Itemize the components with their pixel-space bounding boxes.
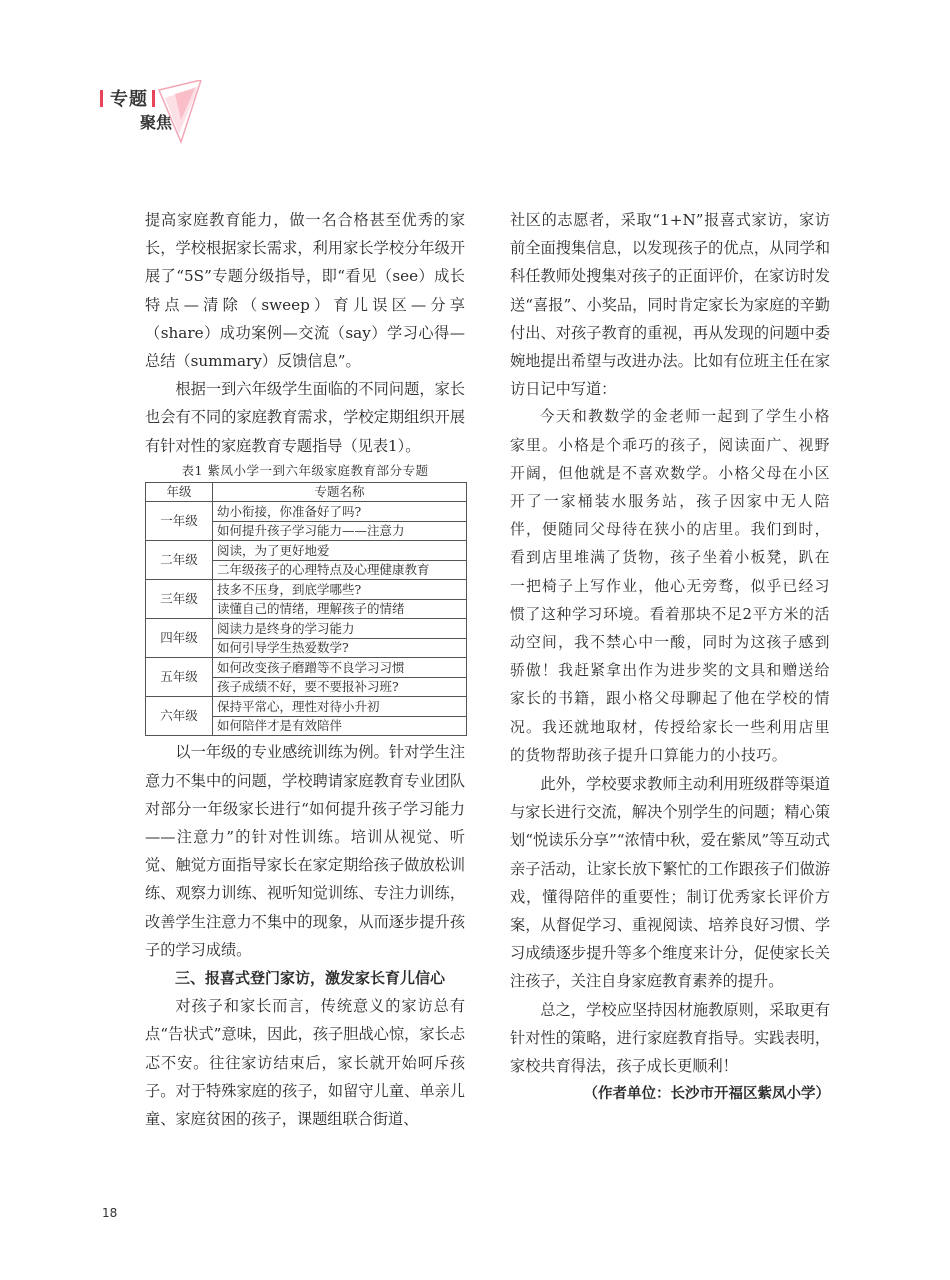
- topic-cell: 阅读力是终身的学习能力: [213, 619, 467, 639]
- left-paragraph-2: 根据一到六年级学生面临的不同问题，家长也会有不同的家庭教育需求，学校定期组织开展有针对性的家庭教育专题指导（见表1）。: [145, 380, 465, 455]
- right-column: [510, 206, 830, 1109]
- section-title: 专题: [110, 89, 148, 110]
- topic-cell: 幼小衔接，你准备好了吗?: [213, 502, 467, 522]
- section-heading: 三、报喜式登门家访，激发家长育儿信心: [175, 968, 446, 987]
- section-subtitle: 聚焦: [140, 113, 173, 132]
- table-caption: 表1 紫凤小学一到六年级家庭教育部分专题: [181, 462, 429, 478]
- table-row: [146, 502, 467, 522]
- table-header-row: [146, 482, 467, 502]
- table-row: [146, 580, 467, 600]
- diary-excerpt: 今天和教数学的金老师一起到了学生小格家里。小格是个乖巧的孩子，阅读面广、视野开阔，但他就是不喜欢数学。小格父母在小区开了一家桶装水服务站，孩子因家中无人陪伴，便随同父母待在狭小的店里。我们到时，看到店里堆满了货物，孩子坐着小板凳，趴在一把椅子上写作业，他心无旁骛，似乎已经习惯了这种学习环境。看着那块不足2平方米的活动空间，我不禁心中一酸，同时为这孩子感到骄傲！我赶紧拿出作为进步奖的文具和赠送给家长的书籍，跟小格父母聊起了他在学校的情况。我还就地取材，传授给家长一些利用店里的货物帮助孩子提升口算能力的小技巧。: [510, 408, 830, 764]
- table-header-topic: 专题名称: [213, 482, 467, 502]
- grade-cell: 二年级: [146, 541, 213, 580]
- table-header-grade: 年级: [146, 482, 213, 502]
- topic-cell: 孩子成绩不好，要不要报补习班?: [213, 677, 467, 697]
- grade-cell: 一年级: [146, 502, 213, 541]
- grade-cell: 四年级: [146, 619, 213, 658]
- left-column: [145, 206, 465, 1133]
- right-paragraph-2: 此外，学校要求教师主动利用班级群等渠道与家长进行交流，解决个别学生的问题；精心策划“悦读乐分享”“浓情中秋，爱在紫凤”等互动式亲子活动，让家长放下繁忙的工作跟孩子们做游戏，懂得陪伴的重要性；制订优秀家长评价方案，从督促学习、重视阅读、培养良好习惯、学习成绩逐步提升等多个维度来计分，促使家长关注孩子，关注自身家庭教育素养的提升。: [510, 775, 830, 991]
- table-row: [146, 697, 467, 717]
- triangle-logo-icon: [155, 80, 215, 150]
- page-number: 18: [102, 1206, 118, 1220]
- topics-table: [145, 482, 467, 737]
- topic-cell: 如何改变孩子磨蹭等不良学习习惯: [213, 658, 467, 678]
- header-bar-left: [100, 90, 103, 107]
- topic-cell: 二年级孩子的心理特点及心理健康教育: [213, 560, 467, 580]
- topic-cell: 读懂自己的情绪，理解孩子的情绪: [213, 599, 467, 619]
- left-paragraph-4: 对孩子和家长而言，传统意义的家访总有点“告状式”意味，因此，孩子胆战心惊，家长忐忑不安。往往家访结束后，家长就开始呵斥孩子。对于特殊家庭的孩子，如留守儿童、单亲儿童、家庭贫困的孩子，课题组联合街道、: [145, 997, 465, 1128]
- table-row: [146, 541, 467, 561]
- left-paragraph-3: 以一年级的专业感统训练为例。针对学生注意力不集中的问题，学校聘请家庭教育专业团队对部分一年级家长进行“如何提升孩子学习能力——注意力”的针对性训练。培训从视觉、听觉、触觉方面指导家长在家定期给孩子做放松训练、观察力训练、视听知觉训练、专注力训练，改善学生注意力不集中的现象，从而逐步提升孩子的学习成绩。: [145, 743, 465, 959]
- grade-cell: 三年级: [146, 580, 213, 619]
- grade-cell: 五年级: [146, 658, 213, 697]
- topic-cell: 阅读，为了更好地爱: [213, 541, 467, 561]
- author-affiliation: （作者单位：长沙市开福区紫凤小学）: [583, 1086, 830, 1103]
- topic-cell: 技多不压身，到底学哪些?: [213, 580, 467, 600]
- topic-cell: 保持平常心，理性对待小升初: [213, 697, 467, 717]
- topic-cell: 如何提升孩子学习能力——注意力: [213, 521, 467, 541]
- grade-cell: 六年级: [146, 697, 213, 736]
- topic-cell: 如何陪伴才是有效陪伴: [213, 716, 467, 736]
- section-header: [100, 80, 220, 150]
- right-paragraph-1: 社区的志愿者，采取“1+N”报喜式家访，家访前全面搜集信息，以发现孩子的优点，从同学和科任教师处搜集对孩子的正面评价，在家访时发送“喜报”、小奖品，同时肯定家长为家庭的辛勤付出、对孩子教育的重视，再从发现的问题中委婉地提出希望与改进办法。比如有位班主任在家访日记中写道：: [510, 211, 830, 399]
- topic-cell: 如何引导学生热爱数学?: [213, 638, 467, 658]
- table-row: [146, 658, 467, 678]
- left-paragraph-1: 提高家庭教育能力，做一名合格甚至优秀的家长，学校根据家长需求，利用家长学校分年级开展了“5S”专题分级指导，即“看见（see）成长特点—清除（sweep）育儿误区—分享（share）成功案例—交流（say）学习心得—总结（summary）反馈信息”。: [145, 211, 465, 371]
- right-paragraph-3: 总之，学校应坚持因材施教原则，采取更有针对性的策略，进行家庭教育指导。实践表明，家校共育得法，孩子成长更顺利！: [510, 1000, 830, 1076]
- table-row: [146, 619, 467, 639]
